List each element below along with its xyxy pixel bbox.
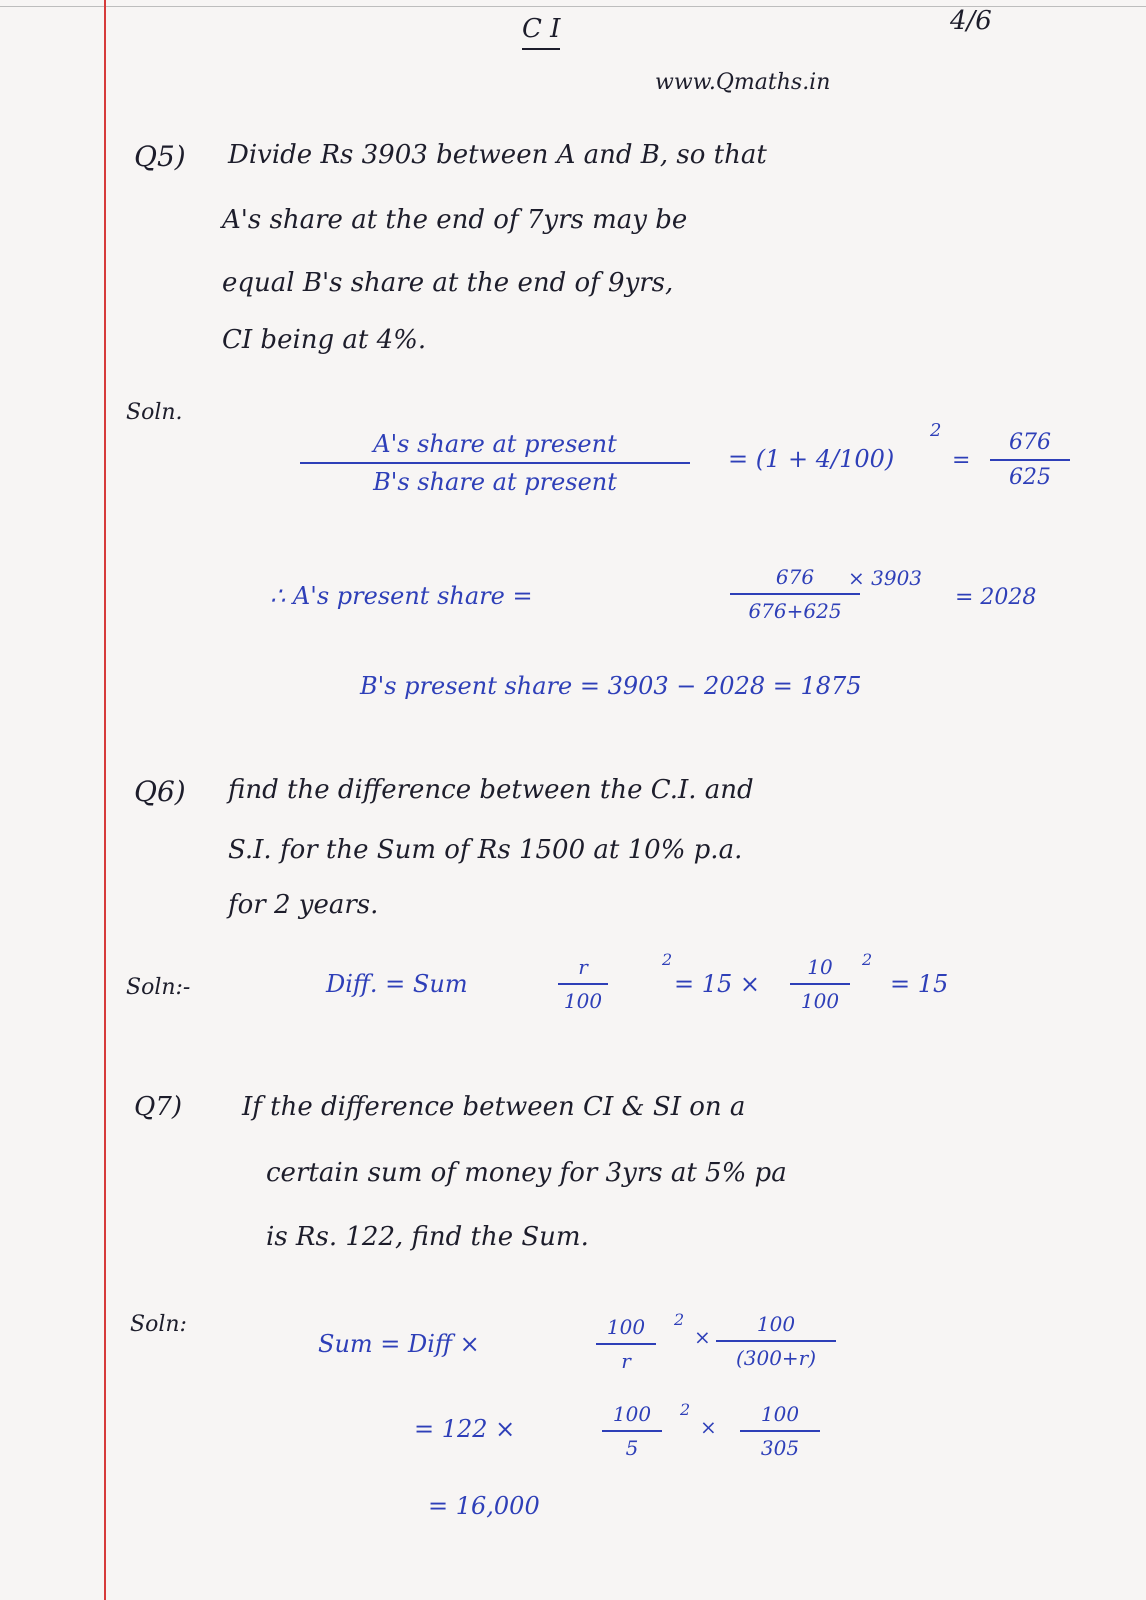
q6-eq-left: Diff. = Sum <box>326 970 468 998</box>
q5-ratio-equals: = <box>952 448 971 473</box>
q6-eq-fraction-1-denominator: 100 <box>563 989 603 1013</box>
q5-b-line: B's present share = 3903 − 2028 = 1875 <box>360 672 862 700</box>
q7-step2-fraction-1-denominator: 5 <box>625 1436 639 1460</box>
q7-step2-fraction-2 <box>740 1402 820 1460</box>
q7-step2-fraction-2-denominator: 305 <box>760 1436 800 1460</box>
q7-sum-exponent: 2 <box>674 1310 685 1329</box>
q7-sum-fraction-1-numerator: 100 <box>596 1315 656 1345</box>
q6-soln-label: Soln:- <box>126 975 191 1000</box>
q5-line-4: CI being at 4%. <box>222 325 427 355</box>
q7-step2-multiplier: × <box>700 1415 717 1439</box>
page-number: 4/6 <box>950 6 992 36</box>
q5-ratio-exponent: 2 <box>930 420 942 441</box>
margin-rule <box>104 0 106 1600</box>
q5-ratio-fraction <box>300 430 690 496</box>
q6-eq-fraction-2 <box>790 955 850 1013</box>
q7-final-result: = 16,000 <box>428 1492 540 1520</box>
q7-sum-fraction-2-numerator: 100 <box>716 1312 836 1342</box>
page-title: C I <box>522 14 560 50</box>
q7-line-3: is Rs. 122, find the Sum. <box>266 1222 589 1252</box>
q6-line-2: S.I. for the Sum of Rs 1500 at 10% p.a. <box>228 835 743 865</box>
q5-a-result: = 2028 <box>955 585 1037 610</box>
q6-eq-fraction-1-numerator: r <box>558 955 608 985</box>
q7-line-1: If the difference between CI & SI on a <box>242 1092 746 1122</box>
q5-result-denominator: 625 <box>1009 465 1051 490</box>
q6-line-1: find the difference between the C.I. and <box>228 775 754 805</box>
q6-eq-mid: = 15 × <box>674 970 761 998</box>
q6-eq-fraction-1 <box>558 955 608 1013</box>
q5-line-1: Divide Rs 3903 between A and B, so that <box>228 140 767 170</box>
q5-a-denominator: 676+625 <box>748 599 842 623</box>
q7-sum-fraction-1 <box>596 1315 656 1373</box>
q5-a-multiplier: × 3903 <box>848 566 923 590</box>
q5-ratio-numerator: A's share at present <box>300 430 690 464</box>
q7-step2-lhs: = 122 × <box>414 1415 516 1443</box>
q6-label: Q6) <box>134 775 186 808</box>
q7-sum-fraction-2 <box>716 1312 836 1370</box>
q5-ratio-denominator: B's share at present <box>373 468 617 496</box>
q7-sum-lhs: Sum = Diff × <box>318 1330 480 1358</box>
q6-eq-fraction-2-denominator: 100 <box>800 989 840 1013</box>
q5-line-3: equal B's share at the end of 9yrs, <box>222 268 674 298</box>
q6-eq-exponent-1: 2 <box>662 950 673 969</box>
q6-eq-exponent-2: 2 <box>862 950 873 969</box>
q7-sum-multiplier: × <box>694 1325 711 1349</box>
q7-step2-fraction-1 <box>602 1402 662 1460</box>
q5-a-label: ∴ A's present share = <box>270 582 533 610</box>
q5-a-numerator: 676 <box>730 565 860 595</box>
site-url: www.Qmaths.in <box>655 70 831 95</box>
q7-sum-fraction-2-denominator: (300+r) <box>735 1346 817 1370</box>
q5-a-fraction <box>730 565 860 623</box>
q6-eq-result: = 15 <box>890 970 949 998</box>
q7-step2-exponent: 2 <box>680 1400 691 1419</box>
q5-result-numerator: 676 <box>990 430 1070 461</box>
q5-soln-label: Soln. <box>126 400 183 425</box>
q5-ratio-rhs: = (1 + 4/100) <box>728 445 895 473</box>
q5-label: Q5) <box>134 140 186 173</box>
q7-step2-fraction-1-numerator: 100 <box>602 1402 662 1432</box>
q7-label: Q7) <box>134 1092 183 1122</box>
q6-line-3: for 2 years. <box>228 890 379 920</box>
q6-eq-fraction-2-numerator: 10 <box>790 955 850 985</box>
q7-sum-fraction-1-denominator: r <box>621 1349 631 1373</box>
q7-soln-label: Soln: <box>130 1312 187 1337</box>
q5-result-fraction <box>990 430 1070 490</box>
q7-step2-fraction-2-numerator: 100 <box>740 1402 820 1432</box>
q5-line-2: A's share at the end of 7yrs may be <box>222 205 688 235</box>
q7-line-2: certain sum of money for 3yrs at 5% pa <box>266 1158 787 1188</box>
